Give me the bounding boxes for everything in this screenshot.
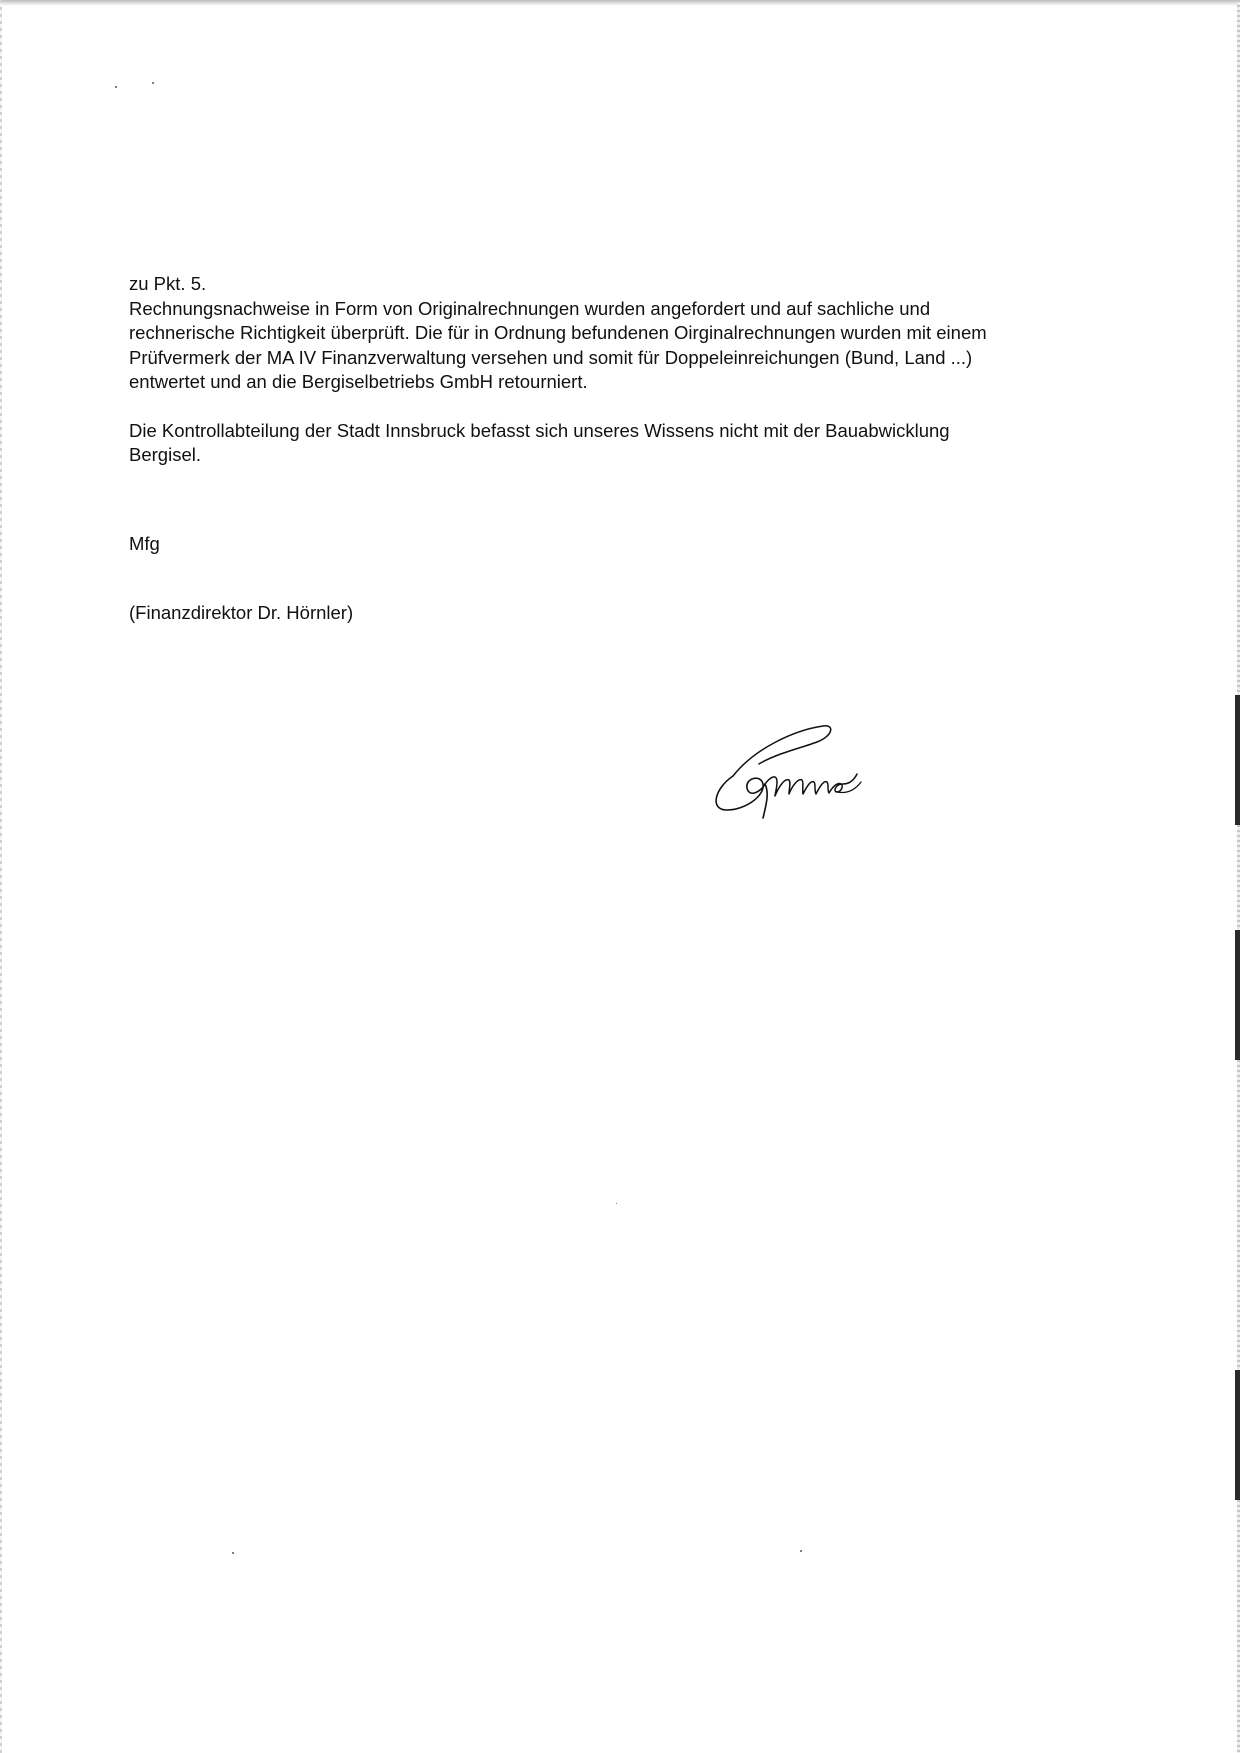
paragraph-invoices [129,297,1109,395]
paragraph-spacer [129,395,1109,419]
section-heading: zu Pkt. 5. [129,273,207,294]
scan-right-mark [1235,695,1240,825]
scan-top-edge [0,0,1240,6]
scan-right-mark [1235,1370,1240,1500]
scan-speck [232,1552,234,1554]
scan-speck [800,1550,802,1552]
scan-speck [152,82,154,84]
paragraph-line: Bergisel. [129,444,201,465]
paragraph-line: entwertet und an die Bergiselbetriebs GmbH retourniert. [129,371,588,392]
signer-name: (Finanzdirektor Dr. Hörnler) [129,602,354,623]
handwritten-signature-icon [705,718,905,828]
scan-left-edge [0,0,2,1753]
letter-body [129,272,1109,468]
scan-speck [616,1203,617,1204]
paragraph-line: Rechnungsnachweise in Form von Originalrechnungen wurden angefordert und auf sachliche und [129,297,931,319]
closing-greeting: Mfg [129,533,160,554]
scan-right-mark [1235,930,1240,1060]
paragraph-line: rechnerische Richtigkeit überprüft. Die für in Ordnung befundenen Oirginalrechnungen wurden mit einem [129,322,987,343]
paragraph-line: Prüfvermerk der MA IV Finanzverwaltung versehen und somit für Doppeleinreichungen (Bund, Land ...) [129,346,973,368]
paragraph-line: Die Kontrollabteilung der Stadt Innsbruck befasst sich unseres Wissens nicht mit der Bauabwicklung [129,419,950,441]
paragraph-control-department [129,419,1109,468]
scan-speck [115,86,117,88]
